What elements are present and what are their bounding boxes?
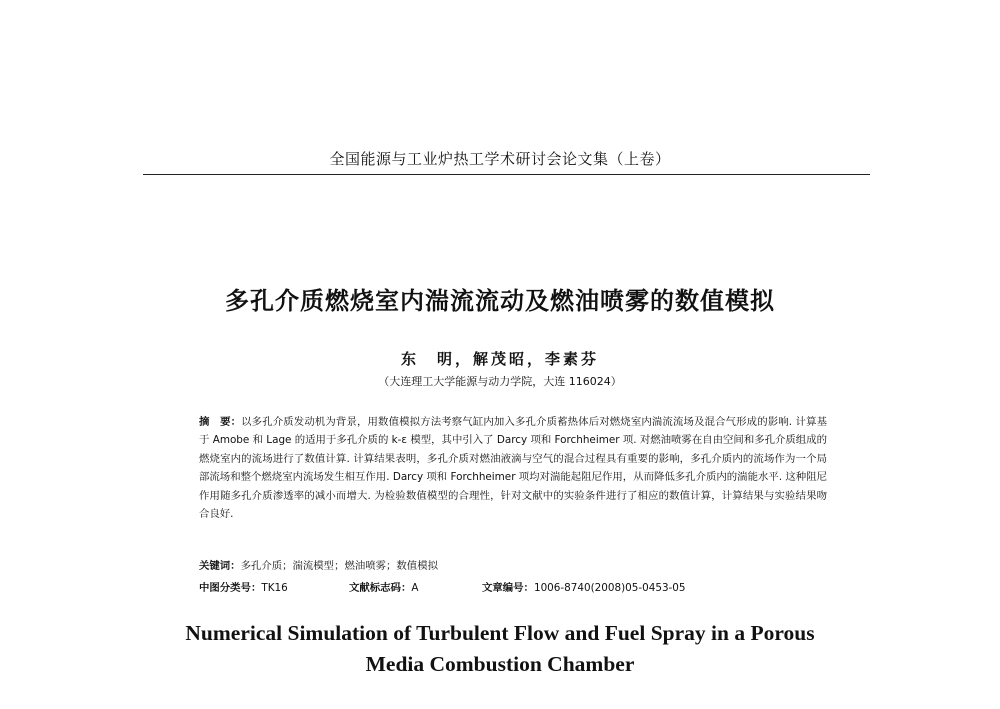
keywords-label: 关键词： — [199, 560, 241, 572]
header-rule — [143, 174, 870, 175]
english-title — [0, 618, 1000, 680]
classification-line — [199, 579, 686, 594]
abstract-label: 摘 要： — [199, 416, 242, 428]
article-no-value: 1006-8740(2008)05-0453-05 — [533, 582, 686, 594]
keywords-value: 多孔介质；湍流模型；燃油喷雾；数值模拟 — [240, 560, 438, 572]
proceedings-header: 全国能源与工业炉热工学术研讨会论文集（上卷） — [329, 150, 671, 168]
abstract-text: 以多孔介质发动机为背景，用数值模拟方法考察气缸内加入多孔介质蓄热体后对燃烧室内湍流流场及混合气形成的影响. 计算基于 Amobe 和 Lage 的适用于多孔介质的 k-ε 模型，其中引入了 Darcy 项和 Forchheimer 项. 对燃油喷雾在自由空间和多孔介质组成的燃烧室内的流场进行了数值计算. 计算结果表明，多孔介质对燃油液滴与空气的混合过程具有重要的影响，多孔介质内的流场作为一个局部流场和整个燃烧室内流场发生相互作用. Darcy 项和 Forchheimer 项均对湍能起阻尼作用，从而降低多孔介质内的湍能水平. 这种阻尼作用随多孔介质渗透率的减小而增大. 为检验数值模型的合理性，针对文献中的实验条件进行了相应的数值计算，计算结果与实验结果吻合良好. — [199, 416, 828, 521]
doc-code-label: 文献标志码： — [349, 582, 412, 594]
abstract — [199, 413, 827, 523]
clc-label: 中图分类号： — [199, 582, 262, 594]
doc-code-value: A — [411, 582, 419, 594]
document-code — [349, 579, 482, 594]
chinese-title: 多孔介质燃烧室内湍流流动及燃油喷雾的数值模拟 — [225, 287, 775, 315]
affiliation: （大连理工大学能源与动力学院，大连 116024） — [378, 375, 622, 388]
article-number — [482, 579, 686, 594]
clc-number — [199, 579, 349, 594]
authors: 东 明，解茂昭，李素芬 — [400, 350, 599, 368]
article-no-label: 文章编号： — [482, 582, 534, 594]
english-title-line-2: Media Combustion Chamber — [365, 652, 635, 676]
english-title-line-1: Numerical Simulation of Turbulent Flow and Fuel Spray in a Porous — [185, 621, 815, 645]
clc-value: TK16 — [261, 582, 288, 594]
keywords — [199, 557, 438, 572]
